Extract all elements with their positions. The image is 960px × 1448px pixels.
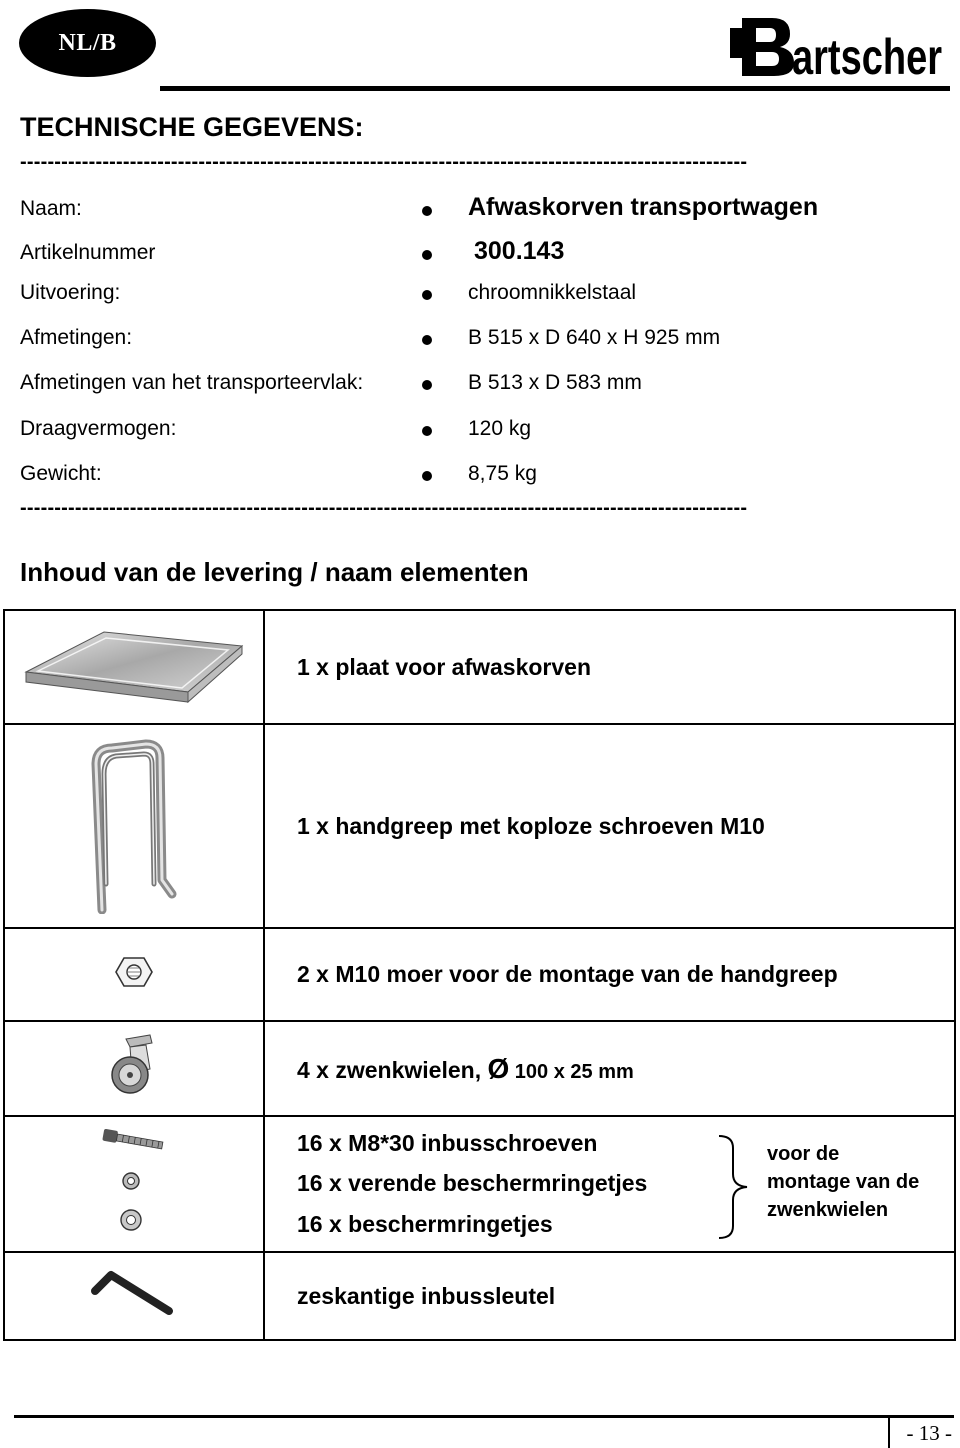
footer-rule [14, 1415, 954, 1418]
language-label: NL/B [58, 29, 117, 56]
handle-icon [74, 734, 194, 914]
curly-brace-icon [717, 1134, 753, 1240]
delivery-contents-table [3, 609, 956, 1341]
spec-label: Naam: [20, 197, 82, 220]
spec-value: 120 kg [468, 417, 532, 440]
bullet-icon [422, 206, 432, 216]
caster-wheel-icon [106, 1033, 162, 1099]
spec-label: Uitvoering: [20, 281, 121, 304]
spec-row-naam [20, 193, 940, 231]
bullet-icon [422, 250, 432, 260]
delivery-section-title: Inhoud van de levering / naam elementen [20, 557, 529, 587]
image-cell [4, 928, 264, 1021]
bullet-icon [422, 335, 432, 345]
screw-list [297, 1118, 954, 1250]
spec-value: 8,75 kg [468, 462, 537, 485]
list-item: 16 x beschermringetjes [297, 1211, 553, 1237]
spec-row-uitvoering [20, 281, 940, 315]
item-text: 1 x handgreep met koploze schroeven M10 [264, 724, 955, 928]
item-text-main: 4 x zwenkwielen, [297, 1056, 488, 1083]
table-row [4, 724, 955, 928]
table-row [4, 1021, 955, 1116]
screws-washers-icon [99, 1127, 169, 1237]
dashed-separator-top: ---------------------------------------------------------------------------------------------------------- [20, 152, 748, 172]
bullet-icon [422, 426, 432, 436]
image-cell [4, 610, 264, 724]
table-row [4, 1116, 955, 1252]
hex-key-icon [89, 1269, 179, 1319]
dashed-separator-bottom: ---------------------------------------------------------------------------------------------------------- [20, 498, 748, 518]
tray-icon [16, 620, 252, 710]
bullet-icon [422, 290, 432, 300]
item-text: 1 x plaat voor afwaskorven [264, 610, 955, 724]
language-badge [19, 9, 156, 77]
nut-icon [114, 955, 154, 989]
note-line: voor de [767, 1143, 840, 1165]
table-row [4, 1252, 955, 1340]
diameter-symbol: Ø [487, 1052, 510, 1084]
item-text [264, 1021, 955, 1116]
spec-row-draagvermogen [20, 417, 940, 451]
spec-value: chroomnikkelstaal [468, 281, 637, 304]
list-item: 16 x verende beschermringetjes [297, 1170, 648, 1196]
image-cell [4, 1252, 264, 1340]
spec-value: B 515 x D 640 x H 925 mm [468, 326, 721, 349]
image-cell [4, 1021, 264, 1116]
page-number: - 13 - [888, 1418, 952, 1448]
item-text [264, 928, 955, 1021]
spec-row-artikelnummer [20, 237, 940, 275]
note-line: montage van de [767, 1171, 920, 1193]
note-line: zwenkwielen [767, 1199, 889, 1221]
item-text-nut: 2 x M10 moer voor de montage van de handgreep [297, 961, 838, 987]
spec-value: Afwaskorven transportwagen [468, 193, 819, 221]
bartscher-logo [728, 12, 944, 78]
spec-row-afmetingen [20, 326, 940, 360]
bullet-icon [422, 471, 432, 481]
table-row [4, 610, 955, 724]
spec-label: Draagvermogen: [20, 417, 177, 440]
item-text [264, 1116, 955, 1252]
table-row [4, 928, 955, 1021]
spec-label: Afmetingen van het transporteervlak: [20, 371, 364, 394]
item-text-small: 100 x 25 mm [509, 1060, 634, 1083]
spec-label: Artikelnummer [20, 241, 156, 264]
spec-value: B 513 x D 583 mm [468, 371, 642, 394]
image-cell [4, 1116, 264, 1252]
list-item: 16 x M8*30 inbusschroeven [297, 1130, 598, 1156]
page-title: TECHNISCHE GEGEVENS: [20, 112, 364, 142]
brace-note [767, 1140, 919, 1224]
spec-row-gewicht [20, 462, 940, 496]
header-rule [160, 86, 950, 91]
item-text: zeskantige inbussleutel [264, 1252, 955, 1340]
svg-text:artscher: artscher [792, 29, 942, 78]
spec-row-transporteervlak [20, 371, 940, 405]
spec-label: Gewicht: [20, 462, 102, 485]
spec-value: 300.143 [474, 237, 565, 265]
bullet-icon [422, 380, 432, 390]
spec-label: Afmetingen: [20, 326, 133, 349]
image-cell [4, 724, 264, 928]
